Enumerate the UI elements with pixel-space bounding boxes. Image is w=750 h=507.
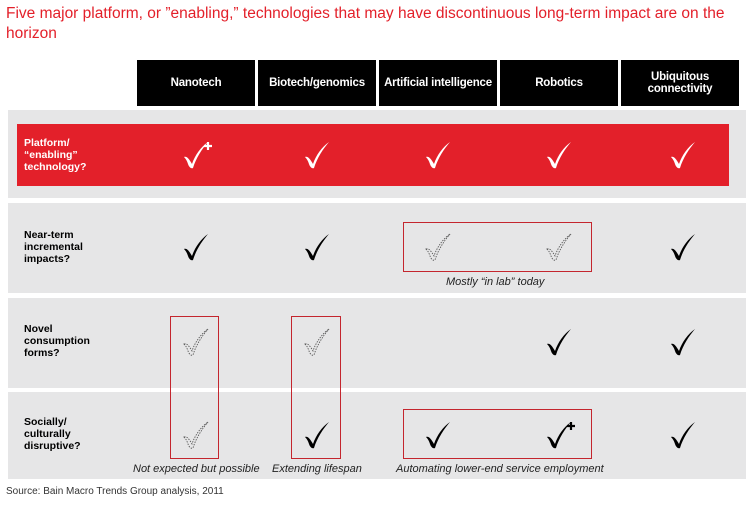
check-icon-r2-c4 bbox=[667, 327, 699, 359]
column-header-robotics: Robotics bbox=[500, 60, 618, 106]
row-band-near-term bbox=[8, 203, 746, 293]
check-icon-r0-c1 bbox=[301, 140, 333, 172]
row-label-disruptive: Socially/ culturally disruptive? bbox=[24, 416, 81, 452]
dotted-check-icon-r1-c2 bbox=[422, 232, 454, 264]
check-icon-r0-c4 bbox=[667, 140, 699, 172]
check-plus-icon-r3-c3 bbox=[543, 420, 575, 452]
dotted-check-icon-r1-c3 bbox=[543, 232, 575, 264]
column-header-connectivity: Ubiquitous connectivity bbox=[621, 60, 739, 106]
dotted-check-icon-r2-c1 bbox=[301, 327, 333, 359]
row-label-novel: Novel consumption forms? bbox=[24, 323, 90, 359]
row-band-novel bbox=[8, 298, 746, 388]
check-icon-r1-c1 bbox=[301, 232, 333, 264]
check-icon-r1-c4 bbox=[667, 232, 699, 264]
dotted-check-icon-r2-c0 bbox=[180, 327, 212, 359]
check-icon-r3-c2 bbox=[422, 420, 454, 452]
check-icon-r3-c4 bbox=[667, 420, 699, 452]
row-band-disruptive bbox=[8, 392, 746, 479]
check-icon-r3-c1 bbox=[301, 420, 333, 452]
platform-highlight-bar bbox=[17, 124, 729, 186]
check-plus-icon-r0-c0 bbox=[180, 140, 212, 172]
biotech-note: Extending lifespan bbox=[272, 463, 362, 475]
source-note: Source: Bain Macro Trends Group analysis, 2011 bbox=[6, 486, 224, 497]
ai-lab-note: Mostly “in lab” today bbox=[446, 276, 545, 288]
column-header-ai: Artificial intelligence bbox=[379, 60, 497, 106]
column-header-nanotech: Nanotech bbox=[137, 60, 255, 106]
automation-note: Automating lower-end service employment bbox=[396, 463, 604, 475]
nanotech-note: Not expected but possible bbox=[133, 463, 260, 475]
check-icon-r1-c0 bbox=[180, 232, 212, 264]
column-header-biotech: Biotech/genomics bbox=[258, 60, 376, 106]
dotted-check-icon-r3-c0 bbox=[180, 420, 212, 452]
page-title: Five major platform, or ”enabling,” technologies that may have discontinuous long-term impact are on the horizon bbox=[6, 5, 725, 42]
check-icon-r0-c2 bbox=[422, 140, 454, 172]
row-label-near-term: Near-term incremental impacts? bbox=[24, 229, 83, 265]
check-icon-r0-c3 bbox=[543, 140, 575, 172]
check-icon-r2-c3 bbox=[543, 327, 575, 359]
row-label-platform: Platform/ “enabling” technology? bbox=[24, 137, 87, 173]
